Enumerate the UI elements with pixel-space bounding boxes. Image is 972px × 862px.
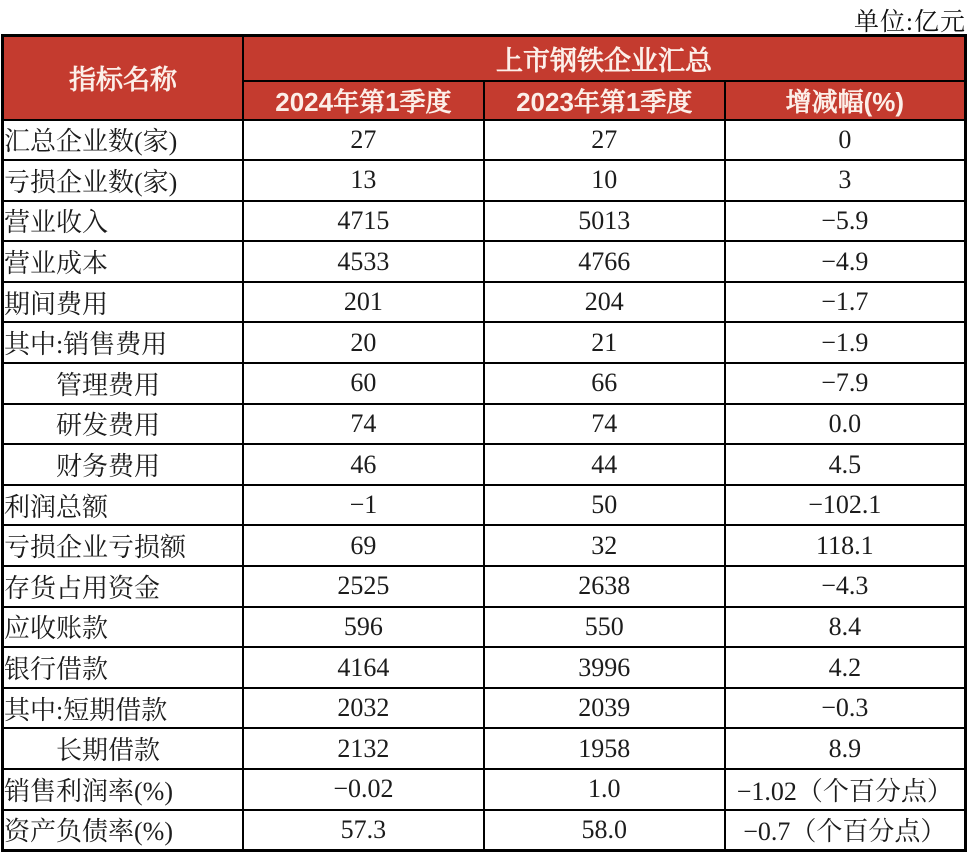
column-header-2: 增减幅(%)	[725, 81, 966, 120]
value-2023q1-cell: 4766	[484, 241, 725, 282]
value-2023q1-cell: 44	[484, 444, 725, 485]
value-2023q1-cell: 550	[484, 607, 725, 648]
row-label-cell: 其中:短期借款	[3, 688, 244, 729]
table-row	[3, 160, 966, 201]
value-2023q1-cell: 3996	[484, 647, 725, 688]
value-2024q1-cell: 596	[243, 607, 484, 648]
value-2024q1-cell: 13	[243, 160, 484, 201]
value-change-cell: 4.2	[725, 647, 966, 688]
table-header	[3, 36, 966, 120]
value-2023q1-cell: 74	[484, 404, 725, 445]
value-2023q1-cell: 58.0	[484, 810, 725, 851]
table-row	[3, 120, 966, 161]
value-change-cell: −102.1	[725, 485, 966, 526]
value-change-cell: 8.4	[725, 607, 966, 648]
row-label-cell: 汇总企业数(家)	[3, 120, 244, 161]
row-label-cell: 银行借款	[3, 647, 244, 688]
value-change-cell: 3	[725, 160, 966, 201]
value-change-cell: 8.9	[725, 728, 966, 769]
row-label-cell: 资产负债率(%)	[3, 810, 244, 851]
value-2024q1-cell: −1	[243, 485, 484, 526]
value-2023q1-cell: 50	[484, 485, 725, 526]
table-row	[3, 688, 966, 729]
table-row	[3, 728, 966, 769]
value-2024q1-cell: 74	[243, 404, 484, 445]
table-row	[3, 363, 966, 404]
value-2023q1-cell: 1958	[484, 728, 725, 769]
row-label-cell: 期间费用	[3, 282, 244, 323]
value-change-cell: 0.0	[725, 404, 966, 445]
table-row	[3, 810, 966, 851]
value-change-cell: −7.9	[725, 363, 966, 404]
value-2023q1-cell: 32	[484, 525, 725, 566]
value-2023q1-cell: 1.0	[484, 769, 725, 810]
row-label-cell: 存货占用资金	[3, 566, 244, 607]
table-row	[3, 525, 966, 566]
row-label-cell: 长期借款	[3, 728, 244, 769]
column-header-0: 2024年第1季度	[243, 81, 484, 120]
value-2024q1-cell: 4164	[243, 647, 484, 688]
value-2024q1-cell: 201	[243, 282, 484, 323]
table-row	[3, 322, 966, 363]
value-change-cell: −4.9	[725, 241, 966, 282]
value-change-cell: −0.7（个百分点）	[725, 810, 966, 851]
row-label-cell: 营业成本	[3, 241, 244, 282]
value-change-cell: −1.9	[725, 322, 966, 363]
value-2023q1-cell: 10	[484, 160, 725, 201]
value-2024q1-cell: 57.3	[243, 810, 484, 851]
row-label-cell: 管理费用	[3, 363, 244, 404]
value-2023q1-cell: 2638	[484, 566, 725, 607]
table-row	[3, 769, 966, 810]
value-2024q1-cell: 2032	[243, 688, 484, 729]
value-change-cell: −4.3	[725, 566, 966, 607]
row-label-cell: 其中:销售费用	[3, 322, 244, 363]
column-header-1: 2023年第1季度	[484, 81, 725, 120]
value-2024q1-cell: 27	[243, 120, 484, 161]
value-2023q1-cell: 2039	[484, 688, 725, 729]
value-change-cell: −5.9	[725, 201, 966, 242]
table-row	[3, 444, 966, 485]
corner-header-indicator-name: 指标名称	[3, 36, 244, 120]
steel-enterprises-summary-table	[1, 34, 967, 852]
row-label-cell: 研发费用	[3, 404, 244, 445]
value-2023q1-cell: 66	[484, 363, 725, 404]
value-change-cell: −1.02（个百分点）	[725, 769, 966, 810]
value-2024q1-cell: 4715	[243, 201, 484, 242]
table-row	[3, 566, 966, 607]
row-label-cell: 营业收入	[3, 201, 244, 242]
table-row	[3, 282, 966, 323]
row-label-cell: 亏损企业亏损额	[3, 525, 244, 566]
unit-label: 单位:亿元	[854, 9, 966, 36]
value-change-cell: 0	[725, 120, 966, 161]
value-2024q1-cell: 2525	[243, 566, 484, 607]
value-2024q1-cell: 2132	[243, 728, 484, 769]
header-row-group	[3, 36, 966, 81]
row-label-cell: 应收账款	[3, 607, 244, 648]
value-2024q1-cell: −0.02	[243, 769, 484, 810]
table-row	[3, 607, 966, 648]
row-label-cell: 销售利润率(%)	[3, 769, 244, 810]
value-change-cell: −1.7	[725, 282, 966, 323]
group-header-listed-steel-summary: 上市钢铁企业汇总	[243, 36, 966, 81]
table-row	[3, 241, 966, 282]
row-label-cell: 利润总额	[3, 485, 244, 526]
value-2023q1-cell: 204	[484, 282, 725, 323]
table-row	[3, 647, 966, 688]
value-2024q1-cell: 69	[243, 525, 484, 566]
table-row	[3, 485, 966, 526]
value-change-cell: 4.5	[725, 444, 966, 485]
table-row	[3, 404, 966, 445]
value-2024q1-cell: 20	[243, 322, 484, 363]
value-2024q1-cell: 46	[243, 444, 484, 485]
table-row	[3, 201, 966, 242]
value-2023q1-cell: 21	[484, 322, 725, 363]
value-change-cell: −0.3	[725, 688, 966, 729]
row-label-cell: 财务费用	[3, 444, 244, 485]
table-body	[3, 120, 966, 851]
value-2024q1-cell: 4533	[243, 241, 484, 282]
row-label-cell: 亏损企业数(家)	[3, 160, 244, 201]
value-change-cell: 118.1	[725, 525, 966, 566]
value-2024q1-cell: 60	[243, 363, 484, 404]
value-2023q1-cell: 27	[484, 120, 725, 161]
value-2023q1-cell: 5013	[484, 201, 725, 242]
